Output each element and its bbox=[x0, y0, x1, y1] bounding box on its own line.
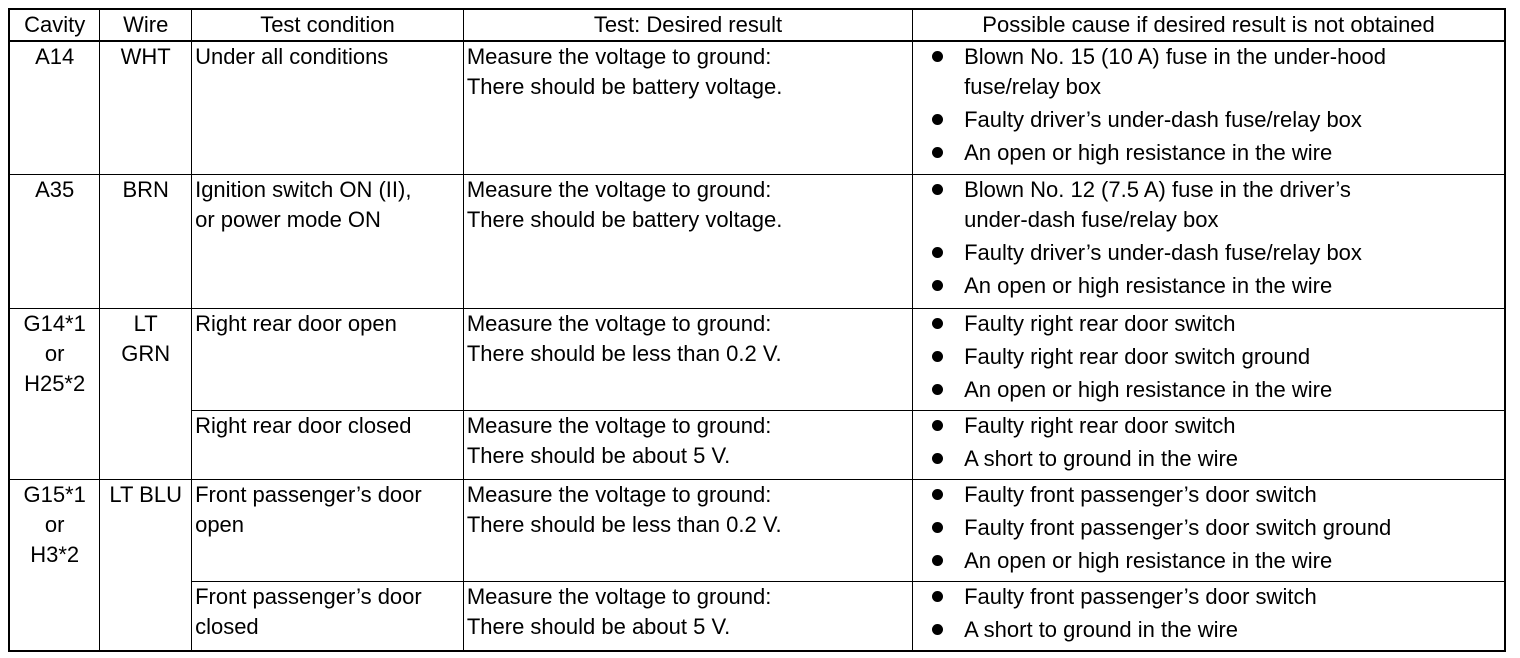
cause-item bbox=[916, 546, 1501, 576]
desired-result-text: There should be less than 0.2 V. bbox=[466, 511, 782, 537]
cavity-text: H3*2 bbox=[30, 541, 80, 567]
possible-cause-cell bbox=[913, 411, 1505, 480]
bullet-icon bbox=[932, 351, 943, 362]
header-wire: Wire bbox=[100, 9, 192, 41]
cause-list bbox=[916, 582, 1501, 645]
table-row bbox=[9, 175, 1505, 308]
desired-result-text: There should be battery voltage. bbox=[466, 207, 783, 233]
desired-result-cell bbox=[463, 308, 912, 411]
test-condition-text: Under all conditions bbox=[195, 44, 389, 69]
test-condition-text: closed bbox=[195, 614, 259, 640]
cavity-text: A35 bbox=[35, 177, 75, 203]
test-condition-text: open bbox=[195, 511, 245, 537]
cause-list bbox=[916, 411, 1501, 474]
cause-text: Faulty driver’s under-dash fuse/relay box bbox=[964, 107, 1362, 132]
bullet-icon bbox=[932, 453, 943, 464]
cavity-cell bbox=[9, 479, 100, 651]
test-condition-text: Right rear door closed bbox=[195, 413, 412, 439]
table-row bbox=[9, 582, 1505, 651]
cause-item bbox=[916, 582, 1501, 612]
cause-text: Faulty right rear door switch bbox=[964, 310, 1236, 336]
cause-text: An open or high resistance in the wire bbox=[964, 547, 1333, 573]
test-condition-text: Front passenger’s door bbox=[195, 584, 422, 610]
cause-text: An open or high resistance in the wire bbox=[964, 376, 1333, 402]
test-table bbox=[8, 8, 1506, 652]
bullet-icon bbox=[932, 147, 943, 158]
header-test-condition: Test condition bbox=[192, 9, 464, 41]
cause-item bbox=[916, 105, 1501, 135]
cavity-text: or bbox=[44, 511, 65, 537]
wire-cell bbox=[100, 479, 192, 651]
cause-item bbox=[916, 138, 1501, 168]
cavity-text: H25*2 bbox=[24, 370, 86, 396]
table-row bbox=[9, 411, 1505, 480]
possible-cause-cell bbox=[913, 175, 1505, 308]
desired-result-text: Measure the voltage to ground: bbox=[466, 44, 772, 69]
cavity-text: A14 bbox=[35, 44, 75, 69]
cause-item bbox=[916, 42, 1501, 102]
desired-result-text: Measure the voltage to ground: bbox=[466, 584, 772, 610]
cause-text: A short to ground in the wire bbox=[964, 446, 1239, 472]
wire-text: WHT bbox=[120, 44, 171, 69]
cause-item bbox=[916, 309, 1501, 339]
test-condition-cell bbox=[192, 175, 464, 308]
cause-item bbox=[916, 238, 1501, 268]
cavity-text: G14*1 bbox=[23, 310, 86, 336]
bullet-icon bbox=[932, 184, 943, 195]
wire-cell bbox=[100, 41, 192, 175]
cause-text: Faulty right rear door switch bbox=[964, 413, 1236, 439]
cause-text: An open or high resistance in the wire bbox=[964, 140, 1333, 165]
desired-result-text: There should be about 5 V. bbox=[466, 614, 731, 640]
desired-result-cell bbox=[463, 175, 912, 308]
table-body bbox=[9, 41, 1505, 651]
test-condition-cell bbox=[192, 41, 464, 175]
cause-text: A short to ground in the wire bbox=[964, 617, 1239, 643]
possible-cause-cell bbox=[913, 41, 1505, 175]
cause-list bbox=[916, 309, 1501, 405]
desired-result-text: There should be less than 0.2 V. bbox=[466, 340, 782, 366]
test-condition-cell bbox=[192, 308, 464, 411]
wire-cell bbox=[100, 308, 192, 479]
cause-text: Faulty driver’s under-dash fuse/relay box bbox=[964, 240, 1362, 266]
cause-text: fuse/relay box bbox=[964, 74, 1102, 99]
bullet-icon bbox=[932, 591, 943, 602]
bullet-icon bbox=[932, 114, 943, 125]
table-row bbox=[9, 41, 1505, 175]
cause-item bbox=[916, 480, 1501, 510]
desired-result-cell bbox=[463, 479, 912, 582]
cause-item bbox=[916, 444, 1501, 474]
bullet-icon bbox=[932, 420, 943, 431]
cause-list bbox=[916, 175, 1501, 301]
test-condition-text: or power mode ON bbox=[195, 207, 381, 233]
bullet-icon bbox=[932, 384, 943, 395]
bullet-icon bbox=[932, 280, 943, 291]
possible-cause-cell bbox=[913, 582, 1505, 651]
cause-list bbox=[916, 42, 1501, 168]
bullet-icon bbox=[932, 522, 943, 533]
desired-result-text: Measure the voltage to ground: bbox=[466, 413, 772, 439]
cause-item bbox=[916, 342, 1501, 372]
test-condition-text: Ignition switch ON (II), bbox=[195, 177, 412, 203]
possible-cause-cell bbox=[913, 479, 1505, 582]
cause-text: Faulty right rear door switch ground bbox=[964, 343, 1311, 369]
test-condition-text: Front passenger’s door bbox=[195, 481, 422, 507]
desired-result-cell bbox=[463, 41, 912, 175]
test-condition-cell bbox=[192, 479, 464, 582]
cause-text: An open or high resistance in the wire bbox=[964, 273, 1333, 299]
bullet-icon bbox=[932, 555, 943, 566]
bullet-icon bbox=[932, 624, 943, 635]
cause-text: Faulty front passenger’s door switch bbox=[964, 584, 1317, 610]
test-condition-cell bbox=[192, 582, 464, 651]
wire-text: GRN bbox=[121, 340, 171, 366]
desired-result-text: Measure the voltage to ground: bbox=[466, 177, 772, 203]
cause-text: Blown No. 15 (10 A) fuse in the under-hood bbox=[964, 44, 1387, 69]
desired-result-text: Measure the voltage to ground: bbox=[466, 481, 772, 507]
cause-item bbox=[916, 615, 1501, 645]
cause-list bbox=[916, 480, 1501, 576]
bullet-icon bbox=[932, 318, 943, 329]
cause-item bbox=[916, 411, 1501, 441]
bullet-icon bbox=[932, 51, 943, 62]
desired-result-text: Measure the voltage to ground: bbox=[466, 310, 772, 336]
desired-result-text: There should be battery voltage. bbox=[466, 74, 783, 99]
cause-item bbox=[916, 175, 1501, 235]
cause-text: under-dash fuse/relay box bbox=[964, 207, 1219, 233]
bullet-icon bbox=[932, 489, 943, 500]
bullet-icon bbox=[932, 247, 943, 258]
cavity-text: G15*1 bbox=[23, 481, 86, 507]
test-condition-cell bbox=[192, 411, 464, 480]
desired-result-text: There should be about 5 V. bbox=[466, 443, 731, 469]
cavity-cell bbox=[9, 175, 100, 308]
header-row bbox=[9, 9, 1505, 41]
cause-item bbox=[916, 375, 1501, 405]
wire-cell bbox=[100, 175, 192, 308]
cause-text: Blown No. 12 (7.5 A) fuse in the driver’s bbox=[964, 177, 1351, 203]
test-condition-text: Right rear door open bbox=[195, 310, 397, 336]
possible-cause-cell bbox=[913, 308, 1505, 411]
table-row bbox=[9, 479, 1505, 582]
header-desired-result: Test: Desired result bbox=[463, 9, 912, 41]
wire-text: LT BLU bbox=[109, 481, 182, 507]
wire-text: BRN bbox=[122, 177, 169, 203]
cause-text: Faulty front passenger’s door switch ground bbox=[964, 514, 1392, 540]
header-possible-cause: Possible cause if desired result is not obtained bbox=[913, 9, 1505, 41]
cause-text: Faulty front passenger’s door switch bbox=[964, 481, 1317, 507]
table-row bbox=[9, 308, 1505, 411]
cause-item bbox=[916, 513, 1501, 543]
desired-result-cell bbox=[463, 582, 912, 651]
cavity-cell bbox=[9, 41, 100, 175]
cavity-text: or bbox=[44, 340, 65, 366]
cause-item bbox=[916, 271, 1501, 301]
cavity-cell bbox=[9, 308, 100, 479]
desired-result-cell bbox=[463, 411, 912, 480]
header-cavity: Cavity bbox=[9, 9, 100, 41]
wire-text: LT bbox=[133, 310, 158, 336]
